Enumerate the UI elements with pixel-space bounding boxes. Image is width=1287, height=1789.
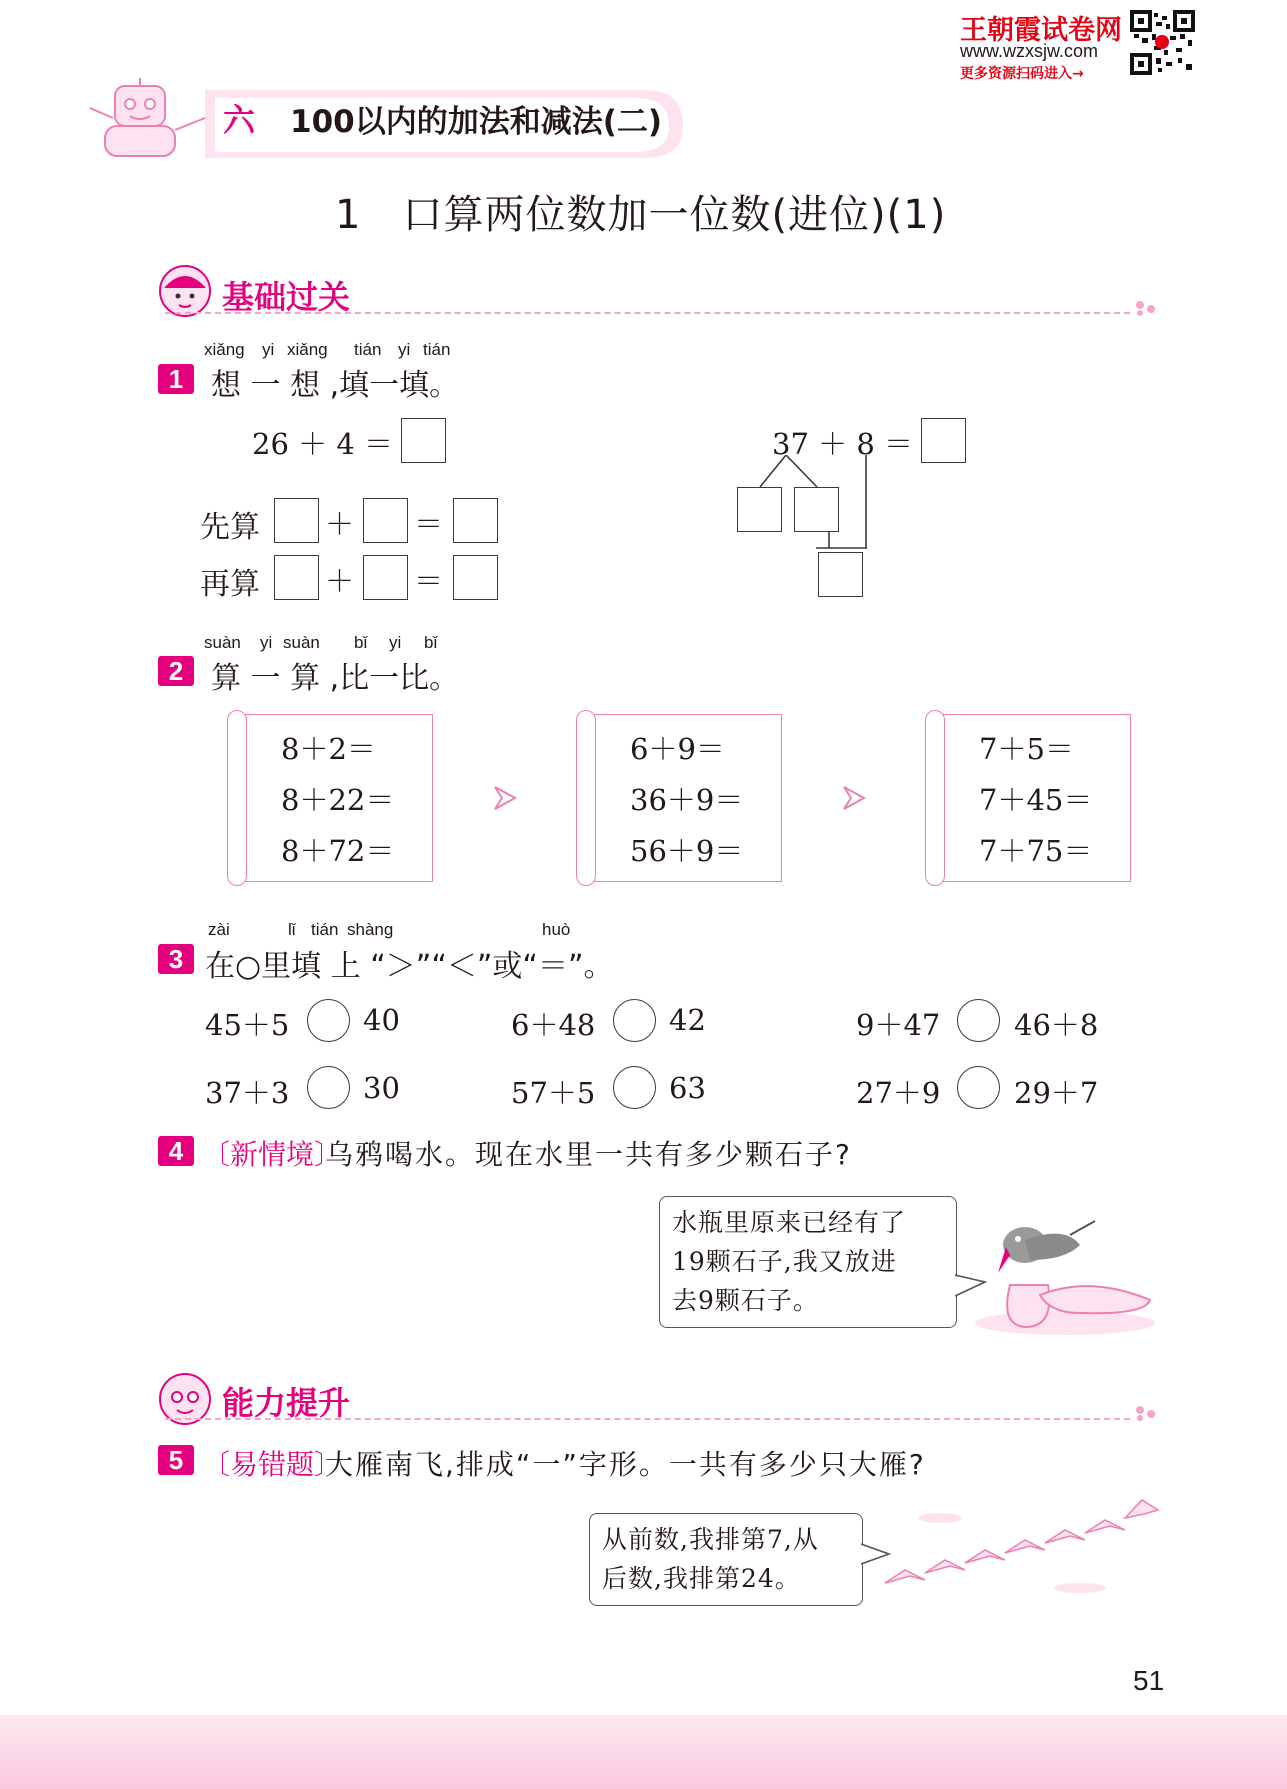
q4-speech-bubble — [659, 1196, 957, 1328]
divider-dots-icon — [1135, 299, 1159, 317]
q4-number-badge: 4 — [158, 1136, 194, 1166]
q2-group2-item3: 56＋9＝ — [630, 834, 744, 868]
section-advanced-title: 能力提升 — [222, 1384, 351, 1422]
q1-pinyin-6: tián — [423, 340, 451, 359]
q3-pinyin-3: tián — [311, 920, 339, 939]
crow-drinking-icon — [970, 1215, 1165, 1340]
q5-number-badge: 5 — [158, 1445, 194, 1475]
q1-right-answer-box[interactable] — [921, 418, 966, 463]
q2-group1-item3: 8＋72＝ — [281, 834, 395, 868]
q1-pinyin-1: xiǎng — [204, 340, 245, 359]
q2-scroll-group-1 — [238, 714, 433, 882]
q1-first-box-2[interactable] — [363, 498, 408, 543]
q3-item5-left: 57＋5 — [511, 1076, 596, 1110]
page-number: 51 — [1133, 1665, 1165, 1696]
q1-first-box-1[interactable] — [274, 498, 319, 543]
q1-first-label: 先算 — [200, 510, 260, 545]
q1-then-box-2[interactable] — [363, 555, 408, 600]
q4-bubble-line-2: 19颗石子,我又放进 — [672, 1247, 897, 1276]
q1-pinyin-3: xiǎng — [287, 340, 328, 359]
q3-pinyin-5: huò — [542, 920, 571, 939]
q3-item2-left: 6＋48 — [511, 1008, 596, 1042]
q1-split-sum-box[interactable] — [818, 552, 863, 597]
q3-item6-circle[interactable] — [957, 1066, 1000, 1109]
q3-item6-left: 27＋9 — [856, 1076, 941, 1110]
q3-item5-right: 63 — [669, 1071, 706, 1105]
q1-first-plus: ＋ — [325, 507, 355, 541]
q4-prompt: 乌鸦喝水。现在水里一共有多少颗石子? — [325, 1138, 852, 1171]
q1-then-box-1[interactable] — [274, 555, 319, 600]
q1-prompt: 想 一 想 ,填一填。 — [211, 368, 460, 403]
bottom-band — [0, 1715, 1287, 1789]
q1-left-expression: 26 ＋ 4 ＝ — [252, 427, 394, 461]
q3-pinyin-1: zài — [208, 920, 230, 939]
q3-item4-circle[interactable] — [307, 1066, 350, 1109]
q2-pinyin-1: suàn — [204, 633, 241, 652]
q2-pinyin-6: bǐ — [424, 633, 438, 652]
q1-then-label: 再算 — [200, 567, 260, 602]
unit-number: 六 — [223, 101, 256, 139]
q1-then-equals: ＝ — [414, 564, 444, 598]
q2-number-badge: 2 — [158, 656, 194, 686]
q4-bubble-line-1: 水瓶里原来已经有了 — [672, 1208, 907, 1237]
q3-item1-circle[interactable] — [307, 999, 350, 1042]
q1-split-box-1[interactable] — [737, 487, 782, 532]
q2-pinyin-3: suàn — [283, 633, 320, 652]
section-basic-title: 基础过关 — [222, 278, 351, 316]
q3-number-badge: 3 — [158, 944, 194, 974]
qr-code-icon — [1130, 10, 1195, 75]
q3-prompt: 在○里填 上 “＞”“＜”或“＝”。 — [205, 949, 614, 984]
q2-pinyin-5: yi — [389, 633, 402, 652]
q2-scroll-group-3 — [936, 714, 1131, 882]
q3-pinyin-2: lǐ — [288, 920, 296, 939]
q2-group3-item1: 7＋5＝ — [979, 732, 1074, 766]
q3-pinyin-4: shàng — [347, 920, 394, 939]
unit-header — [85, 78, 685, 160]
arrow-right-icon — [492, 784, 518, 812]
lesson-title: 1 口算两位数加一位数(进位)(1) — [335, 192, 947, 238]
q3-item2-circle[interactable] — [613, 999, 656, 1042]
q3-item2-right: 42 — [669, 1003, 706, 1037]
q2-prompt: 算 一 算 ,比一比。 — [211, 661, 460, 696]
q5-tag: 〔易错题〕 — [202, 1448, 343, 1481]
q2-pinyin-2: yi — [260, 633, 273, 652]
girl-mascot-icon — [158, 264, 212, 318]
q4-tag: 〔新情境〕 — [202, 1138, 343, 1171]
q3-item5-circle[interactable] — [613, 1066, 656, 1109]
q5-prompt: 大雁南飞,排成“一”字形。一共有多少只大雁? — [325, 1448, 926, 1481]
q2-group2-item1: 6＋9＝ — [630, 732, 725, 766]
q1-then-box-3[interactable] — [453, 555, 498, 600]
q3-item4-right: 30 — [363, 1071, 400, 1105]
watermark — [960, 8, 1280, 83]
q5-bubble-line-2: 后数,我排第24。 — [602, 1564, 801, 1593]
wild-geese-icon — [880, 1488, 1160, 1598]
q3-item1-right: 40 — [363, 1003, 400, 1037]
q4-bubble-line-3: 去9颗石子。 — [672, 1286, 819, 1315]
q2-scroll-group-2 — [587, 714, 782, 882]
q2-group3-item2: 7＋45＝ — [979, 783, 1093, 817]
robot-mascot-icon — [85, 78, 210, 160]
q1-pinyin-5: yi — [398, 340, 411, 359]
scroll-roll-3 — [925, 710, 945, 886]
q5-speech-bubble — [589, 1513, 863, 1606]
q1-split-box-2[interactable] — [794, 487, 839, 532]
q2-group1-item2: 8＋22＝ — [281, 783, 395, 817]
q3-item3-left: 9＋47 — [856, 1008, 941, 1042]
watermark-scan-hint: 更多资源扫码进入→ — [960, 66, 1084, 82]
q1-left-answer-box[interactable] — [401, 418, 446, 463]
q1-right-expression: 37 ＋ 8 ＝ — [772, 427, 914, 461]
divider-dots-icon — [1135, 1404, 1159, 1422]
q3-item1-left: 45＋5 — [205, 1008, 290, 1042]
watermark-url: www.wzxsjw.com — [960, 41, 1099, 61]
q1-pinyin-4: tián — [354, 340, 382, 359]
q2-pinyin-4: bǐ — [354, 633, 368, 652]
q3-item6-right: 29＋7 — [1014, 1076, 1099, 1110]
q1-first-equals: ＝ — [414, 507, 444, 541]
q2-group1-item1: 8＋2＝ — [281, 732, 376, 766]
q2-group2-item2: 36＋9＝ — [630, 783, 744, 817]
q1-then-plus: ＋ — [325, 564, 355, 598]
q1-first-box-3[interactable] — [453, 498, 498, 543]
q5-bubble-line-1: 从前数,我排第7,从 — [602, 1525, 819, 1554]
scroll-roll-1 — [227, 710, 247, 886]
q3-item3-circle[interactable] — [957, 999, 1000, 1042]
q3-item3-right: 46＋8 — [1014, 1008, 1099, 1042]
unit-title: 100以内的加法和减法(二) — [290, 104, 663, 140]
q2-group3-item3: 7＋75＝ — [979, 834, 1093, 868]
section-advanced-divider — [165, 1418, 1130, 1420]
q3-item4-left: 37＋3 — [205, 1076, 290, 1110]
q1-number-badge: 1 — [158, 364, 194, 394]
scroll-roll-2 — [576, 710, 596, 886]
q1-pinyin-2: yi — [262, 340, 275, 359]
arrow-right-icon — [841, 784, 867, 812]
section-basic-divider — [165, 312, 1130, 314]
watermark-site-name: 王朝霞试卷网 — [960, 15, 1122, 46]
